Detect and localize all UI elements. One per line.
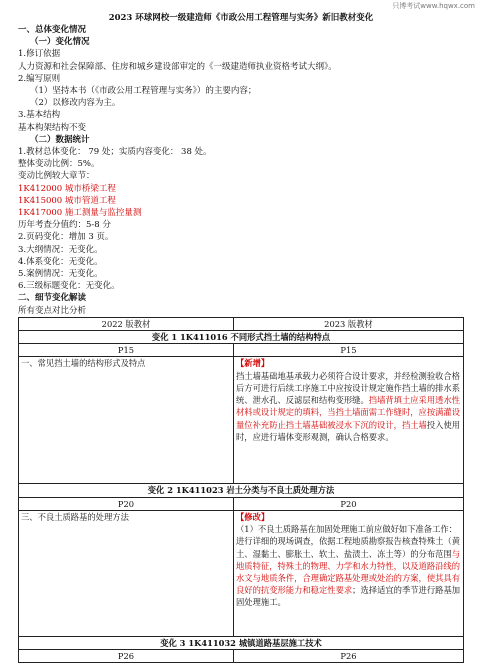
text-line: 二、细节变化解读 bbox=[18, 293, 87, 304]
page-row bbox=[19, 650, 464, 663]
text-line: 1K412000 城市桥梁工程 bbox=[18, 183, 116, 194]
page-row bbox=[19, 344, 464, 357]
highlighted-text: 与地质特征，特殊土的物理、力学和水力特性，以及道路沿线的水文与地质条件，合理确定路基处理或处治的方案，使其具有良好的抗变形能力和稳定性要求 bbox=[236, 548, 461, 596]
text-line: （1）坚持本书（《市政公用工程管理与实务》）的主要内容； bbox=[30, 86, 257, 97]
old-content: 三、不良土质路基的处理方法 bbox=[19, 510, 234, 636]
content-row bbox=[19, 357, 464, 484]
new-content-text bbox=[236, 370, 461, 443]
page-new: P20 bbox=[234, 497, 464, 510]
highlighted-text: 挡墙背填土应采用透水性材料或设计规定的填料，当挡土墙面需工作缝时，应按满灌设 bbox=[236, 395, 461, 418]
section-title: 变化 1 1K411016 不同形式挡土墙的结构特点 bbox=[19, 331, 464, 344]
highlighted-text: 量位补充防止挡土墙基础被浸水下沉的设计，挡土墙 bbox=[236, 419, 427, 430]
new-content-text bbox=[236, 523, 461, 608]
text-line: 1.教材总体变化： 79 处；实质内容变化： 38 处。 bbox=[18, 147, 212, 158]
text-line: （二）数据统计 bbox=[30, 134, 90, 145]
change-tag: 【修改】 bbox=[236, 511, 270, 522]
table-header-row bbox=[19, 317, 464, 330]
page-old: P20 bbox=[19, 497, 234, 510]
text-line: 3.基本结构 bbox=[18, 110, 61, 121]
text-line: 1K415000 城市管道工程 bbox=[18, 195, 116, 206]
section-title-row bbox=[19, 636, 464, 649]
section-title-row bbox=[19, 484, 464, 497]
text-line: （2）以修改内容为主。 bbox=[30, 98, 121, 109]
text-line: 基本构架结构不变 bbox=[18, 122, 87, 133]
text-line: 历年考查分值约：5-8 分 bbox=[18, 220, 111, 231]
section-title: 变化 2 1K411023 岩土分类与不良土质处理方法 bbox=[19, 484, 464, 497]
text-line: （一）变化情况 bbox=[30, 37, 90, 48]
document-body bbox=[18, 8, 464, 663]
text-line: 整体变动比例：5%。 bbox=[18, 159, 100, 170]
content-row bbox=[19, 510, 464, 636]
text-line: 人力资源和社会保障部、住房和城乡建设部审定的《一级建造师执业资格考试大纲》。 bbox=[18, 61, 337, 72]
text-line: 6.三级标题变化：无变化。 bbox=[18, 281, 120, 292]
text-line: 4.体系变化：无变化。 bbox=[18, 256, 103, 267]
header-new-edition: 2023 版教材 bbox=[234, 317, 464, 330]
page-title: 2023 环球网校一级建造师《市政公用工程管理与实务》新旧教材变化 bbox=[108, 13, 374, 23]
page-old: P26 bbox=[19, 650, 234, 663]
text-line: 5.案例情况：无变化。 bbox=[18, 269, 103, 280]
text-line: 3.大纲情况：无变化。 bbox=[18, 244, 103, 255]
text-line: 1.修订依据 bbox=[18, 49, 61, 60]
page-new: P26 bbox=[234, 650, 464, 663]
body-text: （1）不良土质路基在加固处理施工前应做好如下准备工作：进行详细的现场调查，依据工程地质勘察报告核查特殊土（黄土、湿黏土、膨胀土、软土、盐渍土、冻土等）的分布范围 bbox=[236, 524, 461, 559]
new-content bbox=[234, 510, 464, 636]
body-text: ；选择适宜的季节进行路基加固处理施工。 bbox=[236, 585, 461, 608]
text-line: 2.编写原则 bbox=[18, 73, 61, 84]
section-title-row bbox=[19, 331, 464, 344]
section-title: 变化 3 1K411032 城镇道路基层施工技术 bbox=[19, 636, 464, 649]
body-text: 挡土墙基础地基承载力必须符合设计要求，并经检测验收合格后方可进行后续工序施工中应按设计规定施作挡土墙的排水系统、泄水孔、反滤层和结构变形缝。 bbox=[236, 370, 461, 406]
text-line: 变动比例较大章节： bbox=[18, 171, 95, 182]
change-tag: 【新增】 bbox=[236, 358, 270, 369]
new-content bbox=[234, 357, 464, 484]
old-content: 一、常见挡土墙的结构形式及特点 bbox=[19, 357, 234, 484]
overview-section bbox=[18, 24, 464, 317]
page-new: P15 bbox=[234, 344, 464, 357]
text-line: 2.页码变化：增加 3 页。 bbox=[18, 232, 114, 243]
page-row bbox=[19, 497, 464, 510]
watermark: 只博考试www.hqwx.com bbox=[392, 2, 475, 10]
comparison-table bbox=[18, 317, 464, 663]
text-line: 所有变点对比分析 bbox=[18, 305, 87, 316]
page-old: P15 bbox=[19, 344, 234, 357]
text-line: 1K417000 施工测量与监控量测 bbox=[18, 208, 142, 219]
body-text: 投入使用时，应进行墙体变形观测，确认合格要求。 bbox=[236, 419, 461, 442]
text-line: 一、总体变化情况 bbox=[18, 25, 87, 35]
header-old-edition: 2022 版教材 bbox=[19, 317, 234, 330]
